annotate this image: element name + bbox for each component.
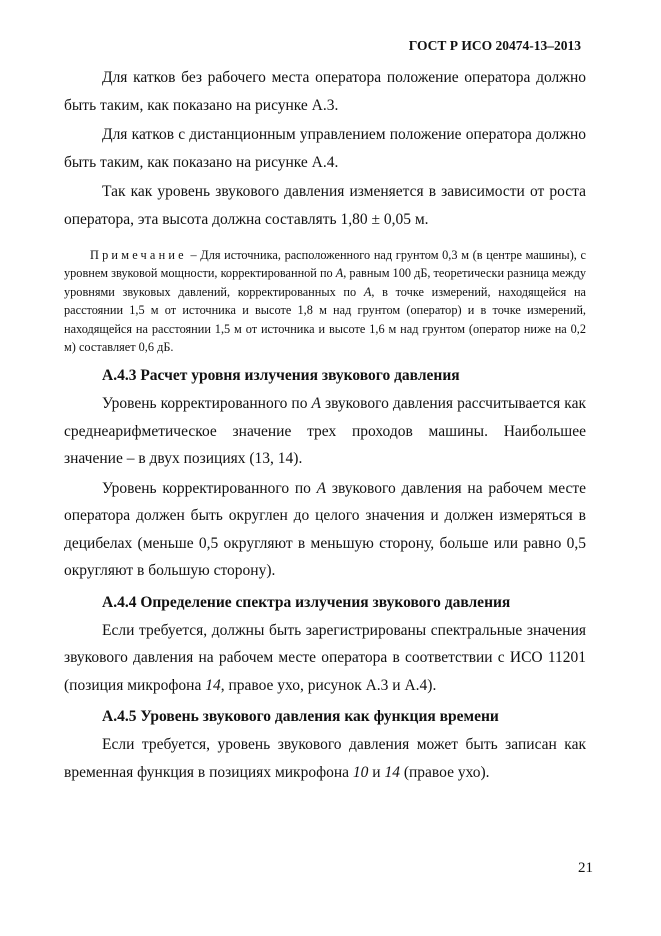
section-heading-a43: А.4.3 Расчет уровня излучения звукового давления [102,367,460,385]
note-a-weighting-2: А [363,284,372,299]
paragraph-a43-calculation [64,390,586,473]
standard-designation: ГОСТ Р ИСО 20474-13–2013 [408,38,581,53]
note-text-mid: , равным 100 дБ, теоретически разница между уровнями звуковых давлений, корректированных по [64,266,586,299]
page-number: 21 [578,860,593,876]
a45-p1-end: (правое ухо). [399,763,490,781]
note-a-weighting: А [335,266,344,281]
a45-p1-start: Если требуется, уровень звукового давления может быть записан как временная функция в позициях микрофона [64,736,586,781]
page-content [64,64,586,786]
note-block [64,246,586,356]
a44-p1-end: , правое ухо, рисунок А.3 и А.4). [220,676,437,694]
a43-p1-start: Уровень корректированного по [102,395,312,413]
paragraph-a43-rounding [64,475,586,585]
a44-p1-position: 14 [205,676,221,694]
a43-p2-start: Уровень корректированного по [102,479,317,497]
a45-p1-position-10: 10 [352,763,369,781]
document-header [409,38,581,54]
a45-p1-and: и [368,763,385,781]
a45-p1-position-14: 14 [384,763,400,781]
a43-p1-a: А [311,395,321,413]
a43-p2-a: А [316,479,327,497]
paragraph-a45-time-function [64,731,586,786]
page-footer [578,860,593,877]
note-label: Примечание [90,248,187,262]
note-text-start: – Для источника, расположенного над грунтом 0,3 м (в центре машины), с уровнем звуковой мощности, корректированной по [64,248,586,281]
paragraph-operator-position-no-seat: Для катков без рабочего места оператора положение оператора должно быть таким, как показано на рисунке А.3. [64,69,586,114]
section-heading-a44: А.4.4 Определение спектра излучения звукового давления [102,593,511,611]
a43-p1-end: звукового давления рассчитывается как среднеарифметическое значение трех проходов машины. Наибольшее значение – в двух позициях (13, 14). [64,395,586,468]
section-heading-a45: А.4.5 Уровень звукового давления как функция времени [102,708,499,726]
a44-p1-start: Если требуется, должны быть зарегистрированы спектральные значения звукового давления на рабочем месте оператора в соответствии с ИСО 11201 (позиция микрофона [64,621,586,694]
paragraph-a44-spectrum [64,617,586,700]
note-text-end: , в точке измерений, находящейся на расстоянии 1,5 м от источника и высоте 1,8 м над грунтом (оператор) и в точке измерений, находящейся на расстоянии 1,5 м от источника и высоте 1,6 м над грунтом (оператор ниже на 0,2 м) составляет 0,6 дБ. [64,284,586,355]
paragraph-operator-height: Так как уровень звукового давления изменяется в зависимости от роста оператора, эта высота должна составлять 1,80 ± 0,05 м. [64,183,586,228]
a43-p2-end: звукового давления на рабочем месте оператора должен быть округлен до целого значения и должен измеряться в децибелах (меньше 0,5 округляют в меньшую сторону, больше или равно 0,5 округляют в большую сторону). [64,479,587,580]
paragraph-operator-position-remote: Для катков с дистанционным управлением положение оператора должно быть таким, как показано на рисунке А.4. [64,126,586,171]
